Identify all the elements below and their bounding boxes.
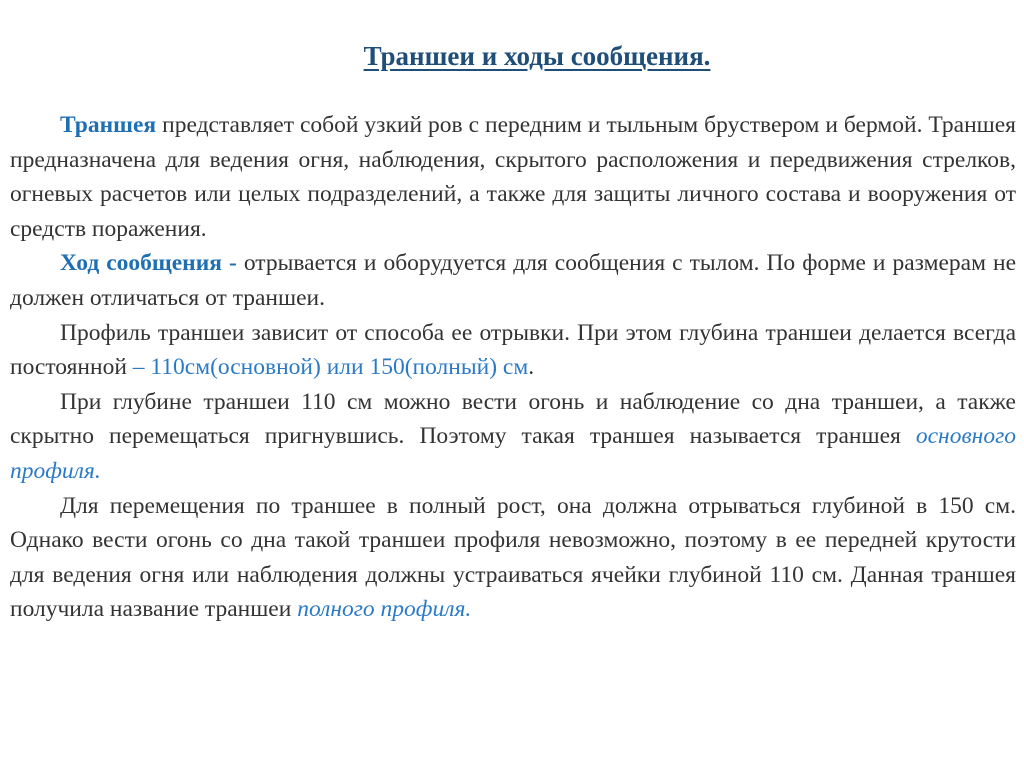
term-trench: Траншея [60, 112, 157, 138]
paragraph-communication-text: отрывается и оборудуется для сообщения с тылом. По форме и размерам не должен отличаться от траншеи. [10, 250, 1017, 311]
basic-profile-highlight: основного профиля. [10, 423, 1016, 484]
full-profile-highlight: полного профиля. [297, 596, 472, 623]
term-communication-passage: Ход сообщения - [60, 250, 237, 277]
paragraph-communication-passage [10, 246, 1016, 315]
paragraph-full-text: Для перемещения по траншее в полный рост, она должна отрываться глубиной в 150 см. Однако вести огонь со дна такой траншеи профиля невозможно, поэтому в ее передней крутости для ведения огня или наблюдения должны устраиваться ячейки глубиной 110 см. Данная траншея получила название траншеи [10, 492, 1016, 623]
paragraph-trench-text: представляет собой узкий ров с передним и тыльным бруствером и бермой. Траншея предназначена для ведения огня, наблюдения, скрытого расположения и передвижения стрелков, огневых расчетов или целых подразделений, а также для защиты личного состава и вооружения от средств поражения. [10, 112, 1016, 242]
paragraph-trench-profile [10, 316, 1016, 385]
paragraph-full-profile [10, 489, 1016, 627]
paragraph-basic-profile [10, 385, 1016, 489]
slide-body [10, 108, 1016, 627]
paragraph-basic-text: При глубине траншеи 110 см можно вести огонь и наблюдение со дна траншеи, а также скрытно перемещаться пригнувшись. Поэтому такая траншея называется траншея [10, 388, 1016, 450]
paragraph-profile-end: . [528, 354, 535, 381]
paragraph-profile-text: Профиль траншеи зависит от способа ее отрывки. При этом глубина траншеи делается всегда постоянной [10, 319, 1016, 381]
profile-depth-highlight: – 110см(основной) или 150(полный) см [126, 354, 529, 381]
paragraph-trench-definition [10, 108, 1016, 246]
slide-title [0, 38, 1024, 74]
slide-title-text: Траншеи и ходы сообщения. [363, 41, 711, 71]
